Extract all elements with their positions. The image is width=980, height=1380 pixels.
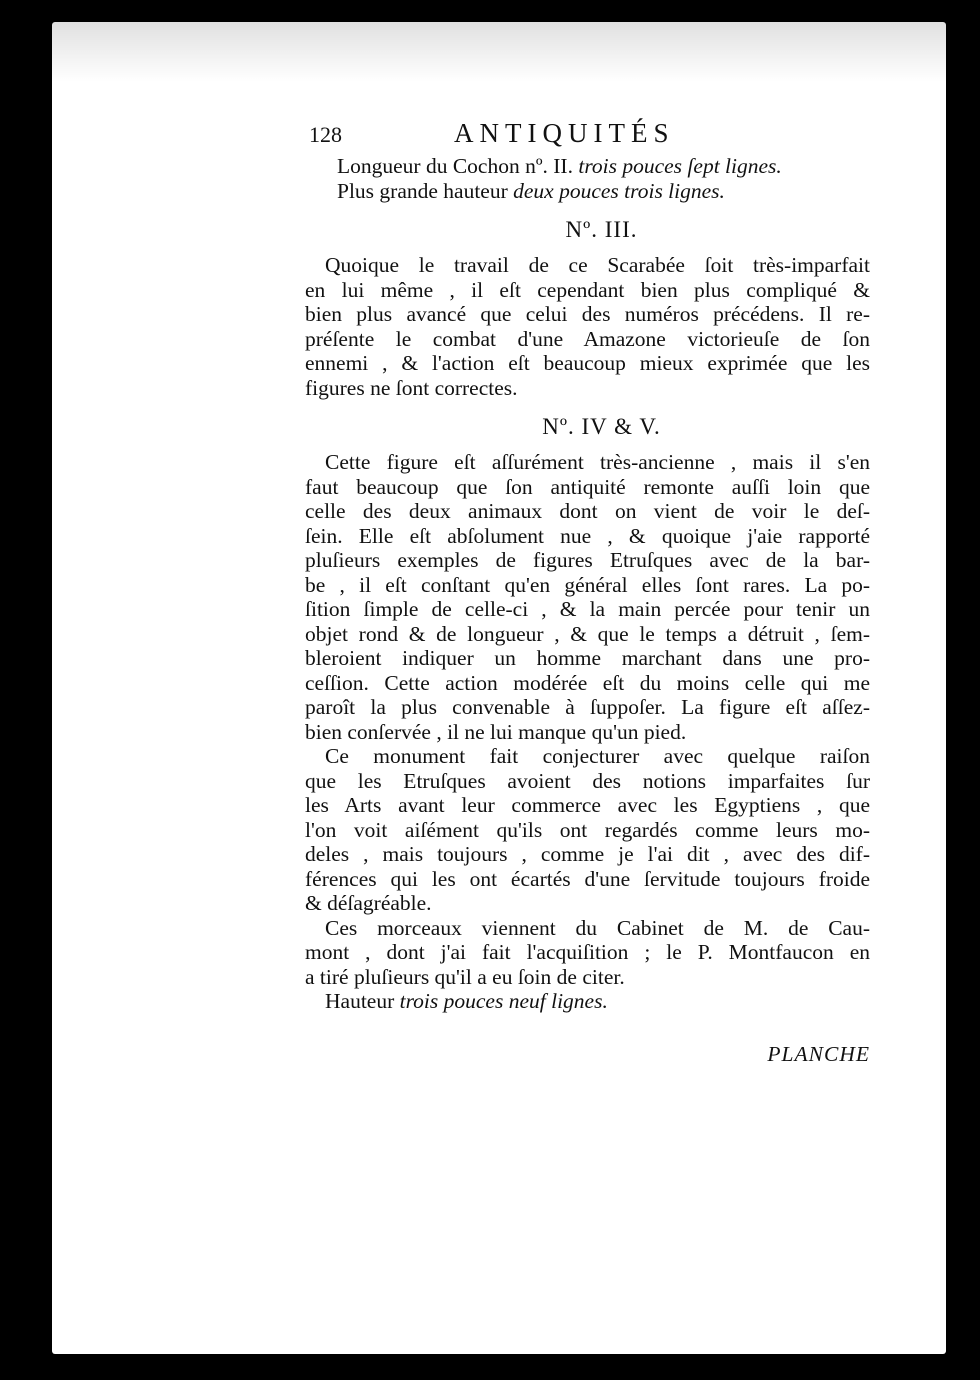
text-line: figures ne ſont correctes. xyxy=(305,375,518,400)
text-line: en lui même , il eſt cependant bien plus compliqué & xyxy=(305,277,870,302)
text-line: bien conſervée , il ne lui manque qu'un pied. xyxy=(305,719,687,744)
page-number: 128 xyxy=(309,122,342,147)
running-title: ANTIQUITÉS xyxy=(454,118,675,148)
text-line: bleroient indiquer un homme marchant dans une pro- xyxy=(305,646,870,670)
intro-line-1-text: Longueur du Cochon nº. II. xyxy=(337,154,579,178)
text-line: ſein. Elle eſt abſolument nue , & quoique j'aie rapporté xyxy=(305,523,870,548)
text-line: & déſagréable. xyxy=(305,891,432,915)
text-line: l'on voit aiſément qu'ils ont regardés comme leurs mo- xyxy=(305,817,870,842)
text-line: ennemi , & l'action eſt beaucoup mieux exprimée que les xyxy=(305,351,870,375)
text-line: celle des deux animaux dont on vient de voir le deſ- xyxy=(305,499,870,523)
text-line: Ce monument fait conjecturer avec quelque raiſon xyxy=(325,744,870,768)
section-heading-3: Nº. III. xyxy=(565,217,638,242)
catchword-row xyxy=(305,1014,870,1074)
text-line: bien plus avancé que celui des numéros précédens. Il re- xyxy=(305,302,870,326)
height-text: Hauteur xyxy=(325,989,400,1013)
intro-line-2-text: Plus grande hauteur xyxy=(337,178,514,203)
text-line: pluſieurs exemples de figures Etruſques avec de la bar- xyxy=(305,548,870,572)
text-line: Cette figure eſt aſſurément très-ancienne , mais il s'en xyxy=(325,450,870,474)
intro-line-2-italic: deux pouces trois lignes. xyxy=(513,178,725,203)
catchword: PLANCHE xyxy=(767,1041,870,1066)
text-line: Ces morceaux viennent du Cabinet de M. de Cau- xyxy=(325,915,870,940)
page-content xyxy=(305,118,870,1074)
text-line: objet rond & de longueur , & que le temps a détruit , ſem- xyxy=(305,621,870,646)
text-line: les Arts avant leur commerce avec les Egyptiens , que xyxy=(305,793,870,817)
text-line: férences qui les ont écartés d'une ſervitude toujours froide xyxy=(305,866,870,891)
text-line: faut beaucoup que ſon antiquité remonte auſſi loin que xyxy=(305,474,870,499)
section-4-5-paragraph-2 xyxy=(305,744,870,916)
text-line: ſition ſimple de celle-ci , & la main percée pour tenir un xyxy=(305,597,870,621)
text-line: que les Etruſques avoient des notions imparfaites ſur xyxy=(305,768,870,793)
text-line: be , il eſt conſtant qu'en général elles ſont rares. La po- xyxy=(305,572,870,597)
section-4-5-paragraph-1 xyxy=(305,450,870,744)
text-line: mont , dont j'ai fait l'acquiſition ; le P. Montfaucon en xyxy=(305,940,870,964)
section-4-5-paragraph-4 xyxy=(305,989,870,1014)
intro-line-2 xyxy=(305,179,870,204)
text-line: Quoique le travail de ce Scarabée ſoit très-imparfait xyxy=(325,253,870,277)
intro-line-1-italic: trois pouces ſept lignes. xyxy=(578,154,782,178)
text-line: ceſſion. Cette action modérée eſt du moins celle qui me xyxy=(305,670,870,695)
text-line: deles , mais toujours , comme je l'ai dit , avec des dif- xyxy=(305,842,870,866)
height-italic: trois pouces neuf lignes. xyxy=(399,989,608,1013)
text-line: préſente le combat d'une Amazone victorieuſe de ſon xyxy=(305,326,870,351)
section-heading-4-5: Nº. IV & V. xyxy=(542,414,661,439)
intro-line-1 xyxy=(305,154,870,179)
running-head xyxy=(305,118,870,154)
section-4-5-paragraph-3 xyxy=(305,916,870,990)
text-line: paroît la plus convenable à ſuppoſer. La figure eſt aſſez- xyxy=(305,695,870,719)
text-line: a tiré pluſieurs qu'il a eu ſoin de citer. xyxy=(305,964,625,989)
section-3-paragraph xyxy=(305,253,870,400)
intro-block xyxy=(305,154,870,203)
